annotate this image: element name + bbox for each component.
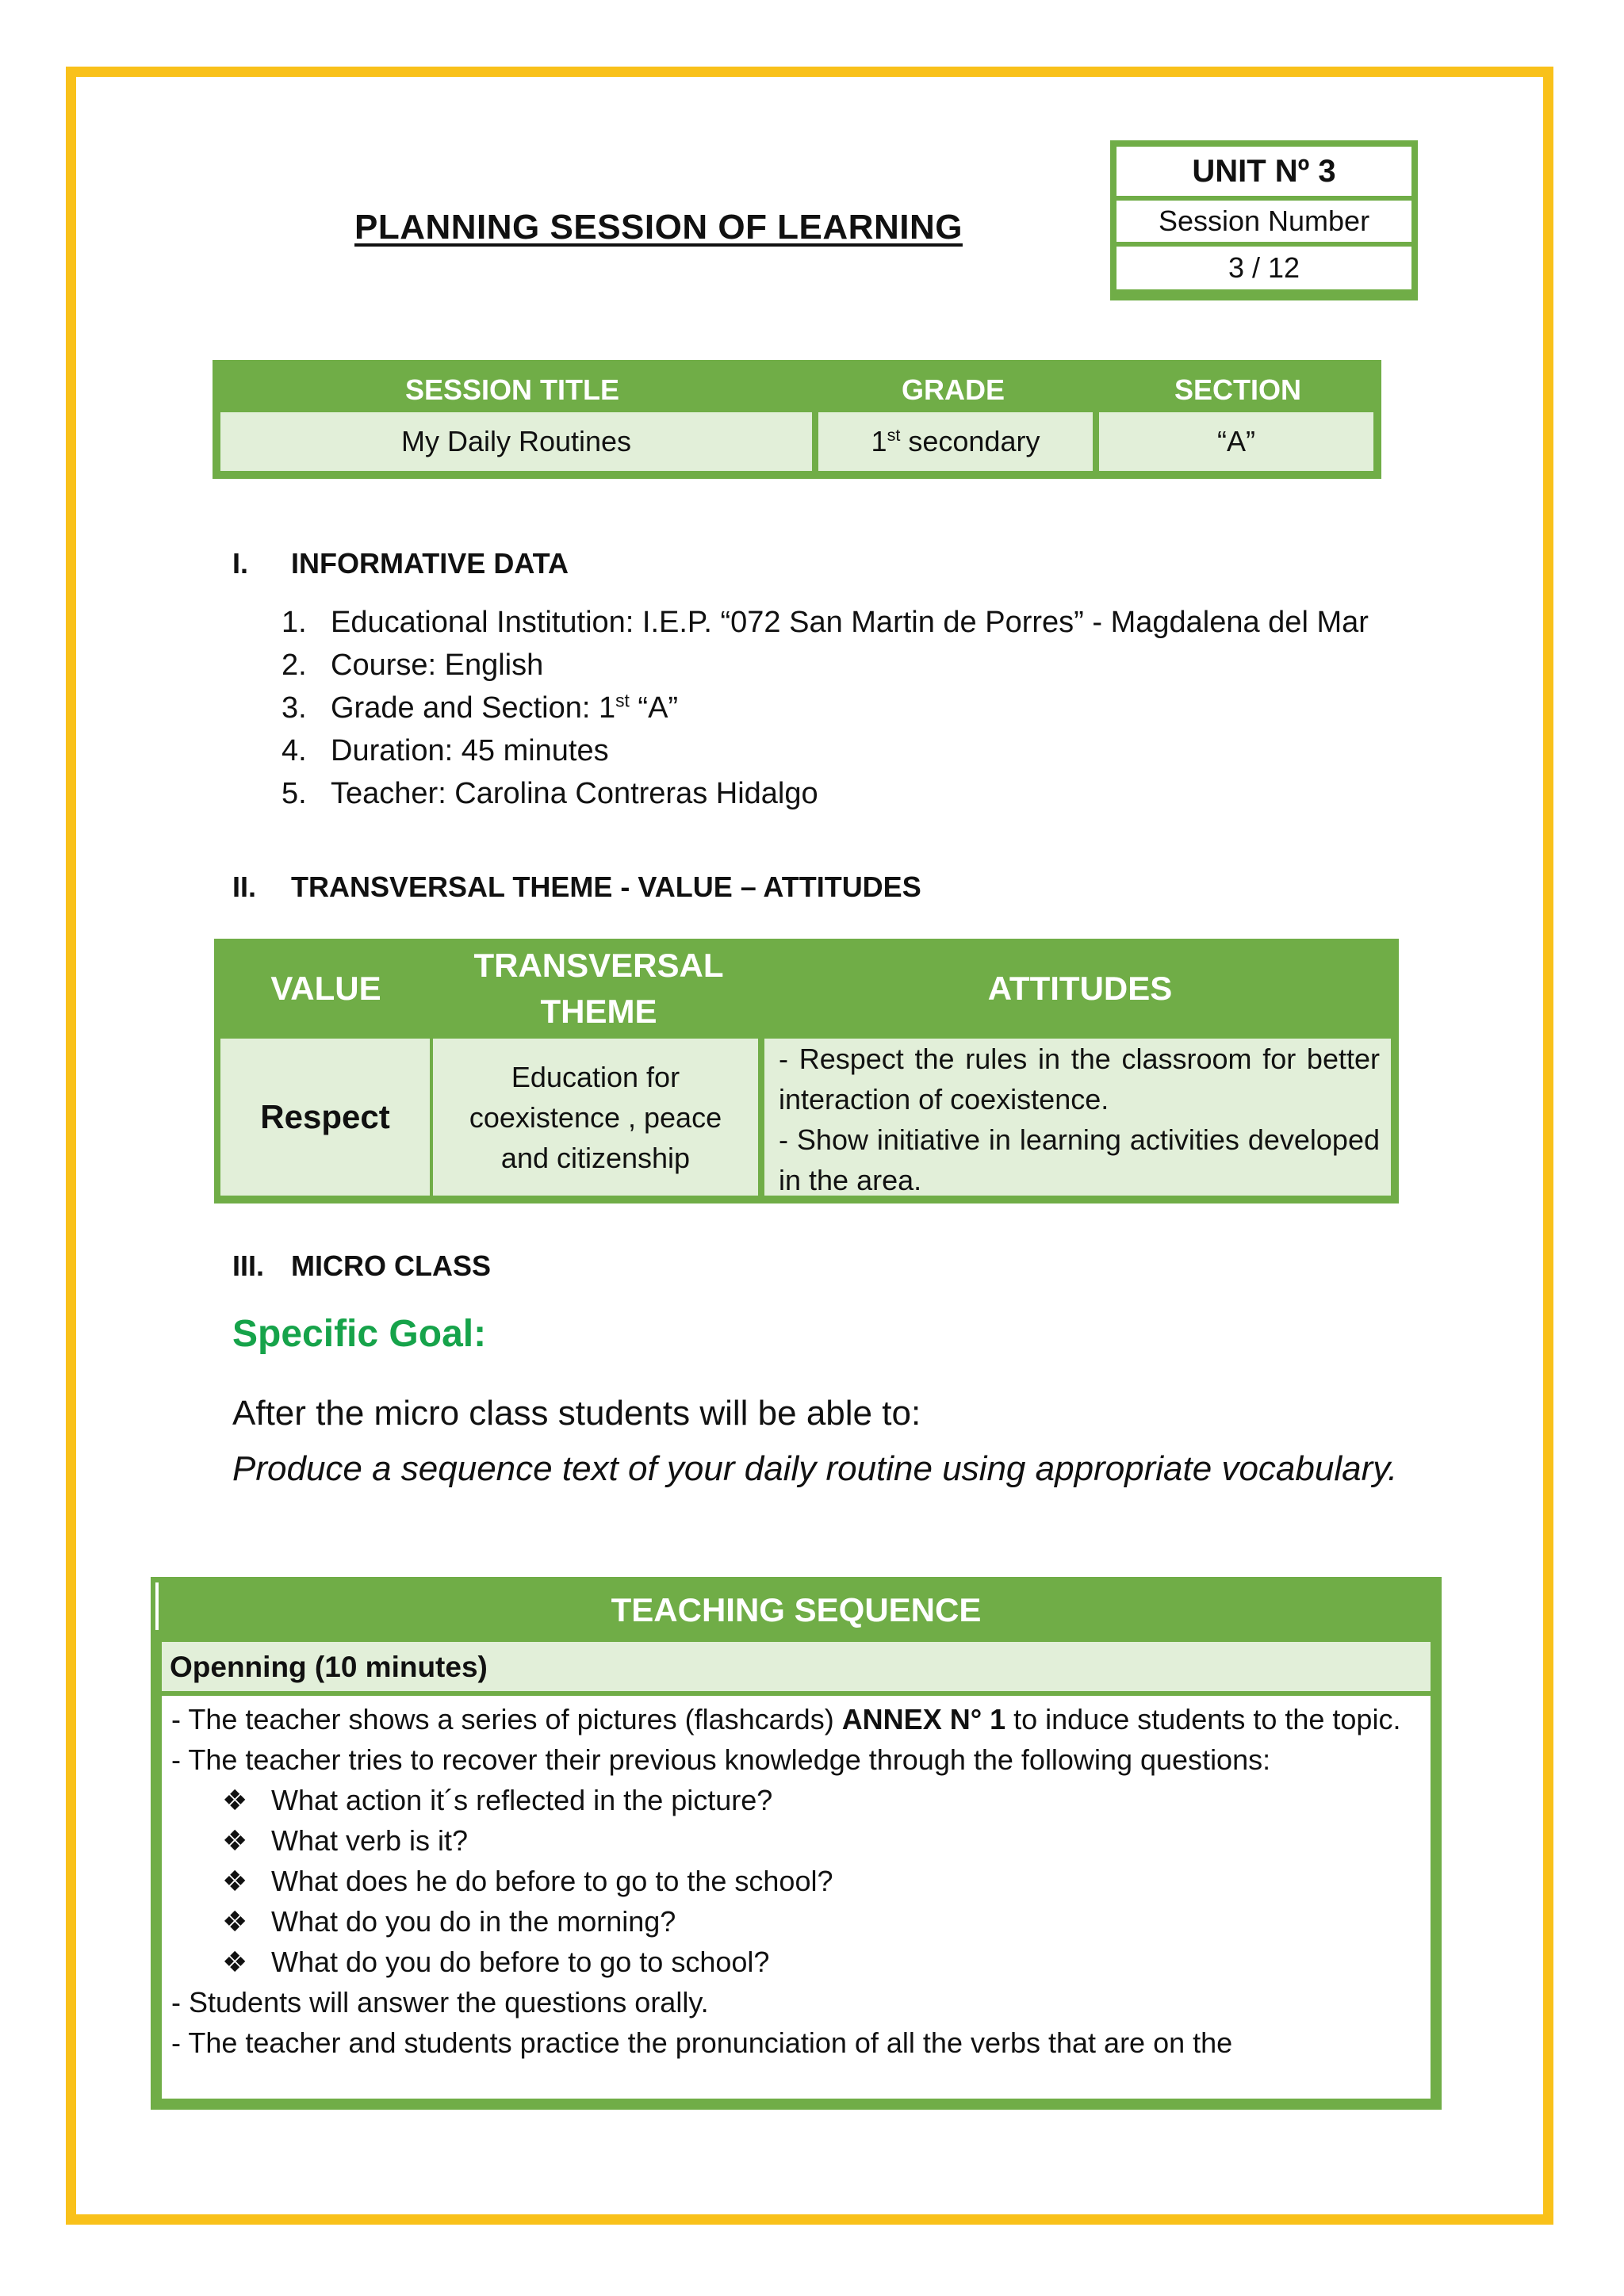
question-item: ❖ What verb is it? bbox=[171, 1820, 1418, 1861]
grade-value: 1st secondary bbox=[818, 412, 1093, 471]
section-heading-micro: III. MICRO CLASS bbox=[232, 1249, 491, 1282]
specific-goal-title: Specific Goal: bbox=[232, 1313, 487, 1355]
diamond-bullet-icon: ❖ bbox=[222, 1905, 248, 1938]
list-item: 4. Duration: 45 minutes bbox=[282, 734, 609, 767]
diamond-bullet-icon: ❖ bbox=[222, 1824, 248, 1857]
section-heading-transversal: II. TRANSVERSAL THEME - VALUE – ATTITUDES bbox=[232, 871, 921, 903]
session-number-label: Session Number bbox=[1116, 201, 1411, 242]
session-table bbox=[213, 360, 1381, 479]
session-number-value: 3 / 12 bbox=[1116, 247, 1411, 289]
teaching-sequence-table bbox=[151, 1577, 1442, 2110]
session-title-header: SESSION TITLE bbox=[404, 373, 620, 406]
teaching-sequence-header: TEACHING SEQUENCE bbox=[611, 1591, 982, 1628]
paragraph: - The teacher and students practice the pronunciation of all the verbs that are on the bbox=[171, 2026, 1233, 2059]
list-item: 2. Course: English bbox=[282, 649, 544, 682]
unit-number: UNIT Nº 3 bbox=[1116, 147, 1411, 196]
values-table bbox=[214, 939, 1399, 1203]
transversal-theme-header: TRANSVERSAL THEME bbox=[473, 947, 724, 1030]
value-header: VALUE bbox=[270, 970, 381, 1007]
list-item: 5. Teacher: Carolina Contreras Hidalgo bbox=[282, 777, 818, 810]
attitudes-cell: - Respect the rules in the classroom for better interaction of coexistence. - Show initiative in learning activities developed in the area. bbox=[764, 1039, 1391, 1196]
diamond-bullet-icon: ❖ bbox=[222, 1946, 248, 1978]
opening-row: Openning (10 minutes) bbox=[162, 1642, 1431, 1691]
header-divider bbox=[155, 1582, 159, 1630]
grade-header: GRADE bbox=[901, 373, 1005, 406]
section-heading-informative: I. INFORMATIVE DATA bbox=[232, 547, 569, 580]
list-item: 1. Educational Institution: I.E.P. “072 San Martin de Porres” - Magdalena del Mar bbox=[282, 606, 1369, 639]
theme-cell: Education for coexistence , peace and citizenship bbox=[433, 1039, 758, 1196]
question-item: ❖ What does he do before to go to the school? bbox=[171, 1861, 1418, 1901]
list-item: 3. Grade and Section: 1st “A” bbox=[282, 690, 679, 725]
opening-content bbox=[162, 1696, 1431, 2099]
paragraph: - The teacher shows a series of pictures (flashcards) ANNEX N° 1 to induce students to the topic. bbox=[171, 1703, 1401, 1735]
value-cell: Respect bbox=[220, 1039, 430, 1196]
unit-box bbox=[1110, 140, 1418, 300]
section-header: SECTION bbox=[1174, 373, 1301, 406]
attitudes-header: ATTITUDES bbox=[987, 970, 1173, 1007]
question-item: ❖ What do you do before to go to school? bbox=[171, 1942, 1418, 1982]
goal-intro: After the micro class students will be able to: bbox=[232, 1394, 921, 1433]
question-item: ❖ What do you do in the morning? bbox=[171, 1901, 1418, 1942]
question-item: ❖ What action it´s reflected in the picture? bbox=[171, 1780, 1418, 1820]
informative-list bbox=[282, 601, 1369, 815]
goal-statement: Produce a sequence text of your daily routine using appropriate vocabulary. bbox=[232, 1449, 1398, 1488]
paragraph: - Students will answer the questions orally. bbox=[171, 1986, 709, 2019]
page-title: PLANNING SESSION OF LEARNING bbox=[354, 208, 963, 247]
session-title-value: My Daily Routines bbox=[220, 412, 812, 471]
paragraph: - The teacher tries to recover their previous knowledge through the following questions: bbox=[171, 1743, 1271, 1776]
diamond-bullet-icon: ❖ bbox=[222, 1784, 248, 1816]
diamond-bullet-icon: ❖ bbox=[222, 1865, 248, 1897]
section-value: “A” bbox=[1099, 412, 1373, 471]
